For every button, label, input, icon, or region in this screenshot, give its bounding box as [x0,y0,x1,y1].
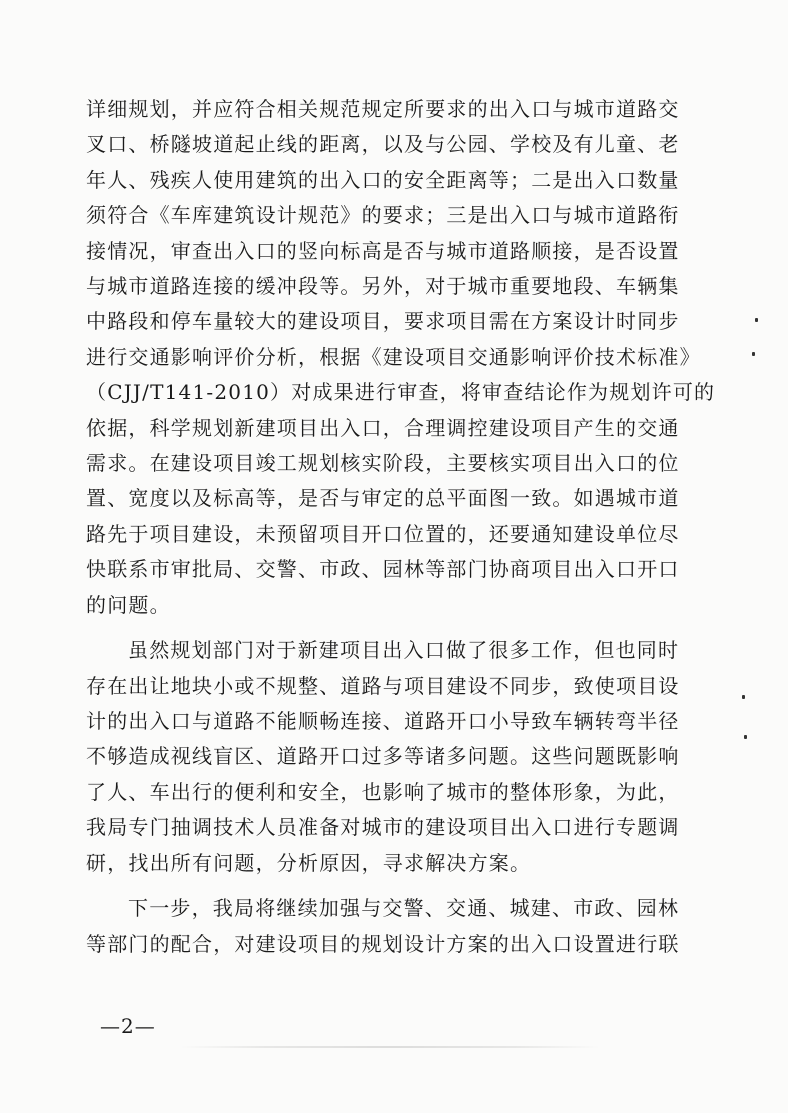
text-line: 叉口、桥隧坡道起止线的距离，以及与公园、学校及有儿童、老 [86,132,680,157]
text-line: 了人、车出行的便利和安全，也影响了城市的整体形象，为此， [86,779,680,804]
text-line: 置、宽度以及标高等，是否与审定的总平面图一致。如遇城市道 [86,486,680,511]
text-line: 路先于项目建设，未预留项目开口位置的，还要通知建设单位尽 [86,521,680,546]
text-line: 研，找出所有问题，分析原因，寻求解决方案。 [86,850,532,875]
scan-speck [742,695,745,699]
page-number: —2— [100,1014,156,1038]
text-line: 我局专门抽调技术人员准备对城市的建设项目出入口进行专题调 [86,815,680,840]
text-line: 需求。在建设项目竣工规划核实阶段，主要核实项目出入口的位 [86,451,680,476]
text-line: 计的出入口与道路不能顺畅连接、道路开口小导致车辆转弯半径 [86,709,680,734]
scan-speck [752,352,755,356]
text-line: 等部门的配合，对建设项目的规划设计方案的出入口设置进行联 [86,931,680,956]
text-line: 依据，科学规划新建项目出入口，合理调控建设项目产生的交通 [86,415,680,440]
paragraph-first-line: 虽然规划部门对于新建项目出入口做了很多工作，但也同时 [128,638,680,663]
text-line: 存在出让地块小或不规整、道路与项目建设不同步，致使项目设 [86,673,680,698]
text-line: 的问题。 [86,592,171,617]
text-line: 年人、残疾人使用建筑的出入口的安全距离等；二是出入口数量 [86,167,680,192]
text-line: 快联系市审批局、交警、市政、园林等部门协商项目出入口开口 [86,557,680,582]
scan-speck [755,318,758,322]
text-line: 详细规划，并应符合相关规范规定所要求的出入口与城市道路交 [86,97,680,121]
text-line: 与城市道路连接的缓冲段等。另外，对于城市重要地段、车辆集 [86,274,680,299]
text-line: 中路段和停车量较大的建设项目，要求项目需在方案设计时同步 [86,309,680,334]
text-line: （CJJ/T141-2010）对成果进行审查，将审查结论作为规划许可的 [86,380,716,405]
scan-speck [744,735,747,739]
text-line: 接情况，审查出入口的竖向标高是否与城市道路顺接，是否设置 [86,238,680,263]
scan-smudge [180,1046,600,1048]
text-line: 进行交通影响评价分析，根据《建设项目交通影响评价技术标准》 [86,344,701,369]
paragraph-first-line: 下一步，我局将继续加强与交警、交通、城建、市政、园林 [128,896,680,921]
text-line: 须符合《车库建筑设计规范》的要求；三是出入口与城市道路衔 [86,203,680,228]
text-line: 不够造成视线盲区、道路开口过多等诸多问题。这些问题既影响 [86,744,680,769]
